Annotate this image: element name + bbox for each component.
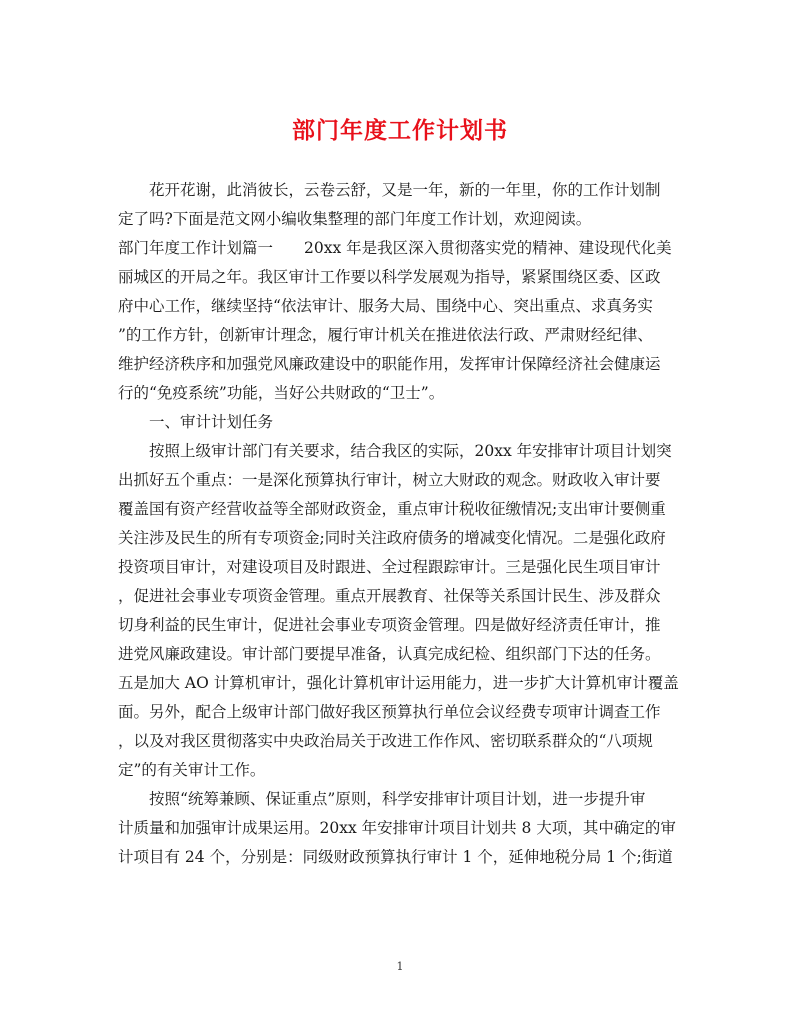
body-line: 计项目有 24 个，分别是：同级财政预算执行审计 1 个，延伸地税分局 1 个;街道: [118, 848, 673, 866]
body-line: 覆盖国有资产经营收益等全部财政资金，重点审计税收征缴情况;支出审计要侧重: [118, 500, 666, 518]
body-line: 维护经济秩序和加强党风廉政建设中的职能作用，发挥审计保障经济社会健康运: [118, 355, 661, 373]
body-line: 行的“免疫系统”功能，当好公共财政的“卫士”。: [118, 384, 445, 402]
body-line: 一、审计计划任务: [118, 413, 274, 431]
body-line: 切身利益的民生审计，促进社会事业专项资金管理。四是做好经济责任审计，推: [118, 616, 661, 634]
body-line: 部门年度工作计划篇一 20xx 年是我区深入贯彻落实党的精神、建设现代化美: [118, 239, 672, 257]
body-line: 按照“统筹兼顾、保证重点”原则，科学安排审计项目计划，进一步提升审: [118, 790, 646, 808]
body-line: 投资项目审计，对建设项目及时跟进、全过程跟踪审计。三是强化民生项目审计: [118, 558, 661, 576]
body-line: 关注涉及民生的所有专项资金;同时关注政府债务的增减变化情况。二是强化政府: [118, 529, 666, 547]
body-line: ，促进社会事业专项资金管理。重点开展教育、社保等关系国计民生、涉及群众: [118, 587, 661, 605]
body-line: 丽城区的开局之年。我区审计工作要以科学发展观为指导，紧紧围绕区委、区政: [118, 268, 661, 286]
document-body: [118, 176, 678, 872]
body-line: 花开花谢，此消彼长，云卷云舒，又是一年，新的一年里，你的工作计划制: [118, 181, 661, 199]
body-line: 面。另外，配合上级审计部门做好我区预算执行单位会议经费专项审计调查工作: [118, 703, 661, 721]
body-line: ”的工作方针，创新审计理念，履行审计机关在推进依法行政、严肃财经纪律、: [118, 326, 653, 344]
body-line: 府中心工作，继续坚持“依法审计、服务大局、围绕中心、突出重点、求真务实: [118, 297, 653, 315]
body-line: 五是加大 AO 计算机审计，强化计算机审计运用能力，进一步扩大计算机审计覆盖: [118, 674, 679, 692]
body-line: 计质量和加强审计成果运用。20xx 年安排审计项目计划共 8 大项，其中确定的审: [118, 819, 676, 837]
page-number: 1: [396, 960, 404, 973]
body-line: 按照上级审计部门有关要求，结合我区的实际，20xx 年安排审计项目计划突: [118, 442, 672, 460]
body-line: 定”的有关审计工作。: [118, 761, 266, 779]
body-line: 进党风廉政建设。审计部门要提早准备，认真完成纪检、组织部门下达的任务。: [118, 645, 661, 663]
document-title: 部门年度工作计划书: [292, 117, 508, 144]
body-line: ，以及对我区贯彻落实中央政治局关于改进工作作风、密切联系群众的“八项规: [118, 732, 653, 750]
body-line: 定了吗?下面是范文网小编收集整理的部门年度工作计划，欢迎阅读。: [118, 210, 592, 228]
body-line: 出抓好五个重点：一是深化预算执行审计，树立大财政的观念。财政收入审计要: [118, 471, 661, 489]
